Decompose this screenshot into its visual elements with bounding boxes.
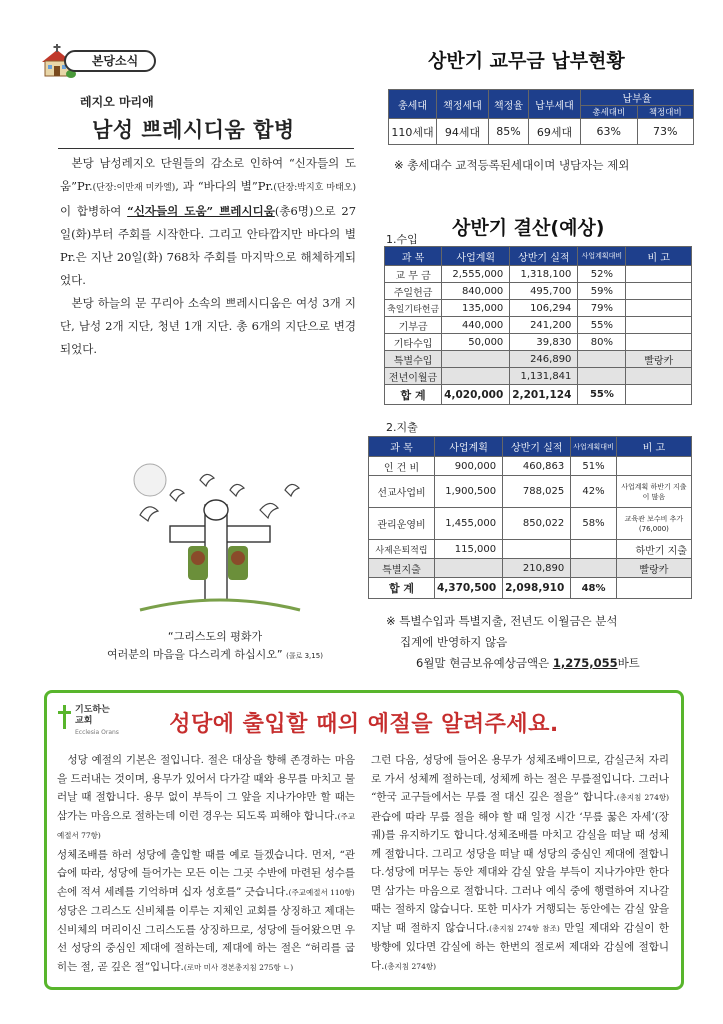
income-header-cell: 사업계획 [442, 247, 510, 266]
section-label: 본당소식 [64, 50, 156, 72]
dues-cell: 85% [489, 119, 529, 145]
income-header-cell: 비 고 [626, 247, 692, 266]
expense-label: 2.지출 [386, 421, 418, 434]
dues-subheader-cell: 총세대비 [581, 106, 638, 119]
article-title: 남성 쁘레시디움 합병 [92, 118, 295, 142]
income-label: 1.수입 [386, 233, 418, 246]
income-row: 기부금 440,000 241,200 55% [385, 317, 692, 334]
income-header-cell: 사업계획대비 [578, 247, 626, 266]
dues-header-cell: 책정세대 [437, 90, 489, 119]
dues-table [388, 89, 694, 145]
settlement-title: 상반기 결산(예상) [452, 217, 605, 239]
expense-row: 선교사업비 1,900,500 788,025 42% 사업계획 하반기 지출이 많음 [369, 476, 692, 508]
expense-row: 특별지출 210,890 빨랑카 [369, 559, 692, 578]
dues-header-cell: 책정율 [489, 90, 529, 119]
expense-header-cell: 사업계획대비 [571, 437, 617, 457]
article-kicker: 레지오 마리애 [80, 95, 154, 109]
expense-header-cell: 과 목 [369, 437, 435, 457]
income-header-cell: 과 목 [385, 247, 442, 266]
section-badge [38, 44, 158, 80]
expense-table [368, 436, 692, 599]
dues-cell: 110세대 [389, 119, 437, 145]
dues-cell: 69세대 [529, 119, 581, 145]
caption-line-2: 여러분의 마음을 다스리게 하십시오” (콜로 3,15) [107, 648, 323, 661]
dues-header-cell: 납부세대 [529, 90, 581, 119]
etiquette-left-column: 성당 예절의 기본은 절입니다. 절은 대상을 향해 존경하는 마음을 드러내는 것이며, 용무가 있어서 다가갈 때와 용무를 마치고 물러날 때 절합니다. 용무 없이 부득이 그 앞을 지나가야만 할 때는 삼가는 마음으로 절하는데 이런 경우는 되도록 피해야 합니다.(주교예절서 77항) 성체조배를 하러 성당에 출입할 때를 예로 들겠습니다. 먼저, “관습에 따라, 성당에 들어가는 모든 이는 그곳 수반에 마련된 성수를 손에 적셔 세례를 기억하며 십자 성호를” 긋습니다.(주교예절서 110항) 성당은 그리스도 신비체를 이루는 지체인 교회를 상징하고 제대는 신비체의 머리이신 그리스도를 상징하므로, 성당에 들어왔으면 우선 성당의 중심인 제대에 절하는데, 제대에 하는 절은 “허리를 굽히는 절, 곧 깊은 절”입니다.(로마 미사 경본총지침 275항 ㄴ) [57, 754, 355, 973]
dues-cell: 63% [581, 119, 638, 145]
dues-cell: 73% [637, 119, 694, 145]
article-highlight: “신자들의 도움” 쁘레시디움 [127, 204, 275, 218]
income-row: 기타수입 50,000 39,830 80% [385, 334, 692, 351]
income-row: 특별수입 246,890 빨랑카 [385, 351, 692, 368]
expense-header-cell: 비 고 [616, 437, 691, 457]
dues-title: 상반기 교무금 납부현황 [428, 50, 625, 72]
expense-row: 인 건 비 900,000 460,863 51% [369, 457, 692, 476]
income-row: 주일헌금 840,000 495,700 59% [385, 283, 692, 300]
logo-subtext: Ecclesia Orans [75, 729, 119, 736]
income-row: 교 무 금 2,555,000 1,318,100 52% [385, 266, 692, 283]
settlement-note [386, 611, 640, 674]
caption-line-1: “그리스도의 평화가 [167, 630, 263, 643]
peace-dove-illustration [110, 450, 320, 620]
logo-text: 기도하는 교회 [75, 705, 110, 726]
cash-balance: 1,275,055 [552, 656, 618, 670]
settlement-note-line-1: ※ 특별수입과 특별지출, 전년도 이월금은 분석 [386, 614, 618, 628]
etiquette-right-column: 그런 다음, 성당에 들어온 용무가 성체조배이므로, 감실근처 자리로 가서 성체께 절하는데, 성체께 하는 절은 무릎절입니다. 그러나 “한국 교구들에서는 무릎 절 대신 깊은 절을” 합니다.(총지침 274항) 관습에 따라 무릎 절을 해야 할 때 일정 시간 ‘무릎 꿇은 자세’(장궤)를 유지하기도 합니다.성체조배를 마치고 감실을 떠날 때 성체께 절합니다. 그리고 성당을 떠날 때 성당의 중심인 제대에 절합니다.성당에 머무는 동안 제대와 감실 앞을 부득이 지나가야만 한다면 삼가는 마음으로 절합니다. 그러나 예식 중에 행렬하여 지나갈 때는 절하지 않습니다. 또한 미사가 거행되는 동안에는 감실 앞을 지날 때 절하지 않습니다.(총지침 274항 참조) 만일 제대와 감실이 한 방향에 있다면 감실에 하는 한번의 절로써 제대와 감실에 절합니다.(총지침 274항) [371, 754, 670, 972]
dues-subheader-cell: 책정대비 [637, 106, 694, 119]
article-paragraph-1: 본당 남성레지오 단원들의 감소로 인하여 “신자들의 도움”Pr.(단장:이만재 미카엘), 과 “바다의 별”Pr.(단장:박지호 마태오)이 합병하여 “신자들의 도움” 쁘레시디움(총6명)으로 27일(화)부터 주회를 시작한다. 그리고 안타깝지만 바다의 별Pr.은 지난 20일(화) 768차 주회를 마지막으로 해체하게되었다. [60, 156, 357, 287]
article-body [60, 152, 356, 361]
etiquette-box [44, 690, 684, 990]
expense-row: 관리운영비 1,455,000 850,022 58% 교육관 보수비 추가(76,000) [369, 508, 692, 540]
settlement-note-line-3: 6월말 현금보유예상금액은 1,275,055바트 [416, 656, 640, 670]
expense-header-cell: 상반기 실적 [503, 437, 571, 457]
income-total-row: 합 계 4,020,000 2,201,124 55% [385, 385, 692, 405]
income-row: 축일기타헌금 135,000 106,294 79% [385, 300, 692, 317]
income-row: 전년이월금 1,131,841 [385, 368, 692, 385]
title-divider [58, 148, 354, 149]
expense-header-cell: 사업계획 [435, 437, 503, 457]
expense-total-row: 합 계 4,370,500 2,098,910 48% [369, 578, 692, 599]
income-header-cell: 상반기 실적 [510, 247, 578, 266]
article-paragraph-2: 본당 하늘의 문 꾸리아 소속의 쁘레시디움은 여성 3개 지단, 남성 2개 지단, 청년 1개 지단. 총 6개의 지단으로 변경되었다. [60, 296, 356, 356]
etiquette-title: 성당에 출입할 때의 예절을 알려주세요. [169, 712, 559, 737]
expense-row: 사제은퇴적립 115,000 하반기 지출 [369, 540, 692, 559]
dues-header-cell: 총세대 [389, 90, 437, 119]
income-table [384, 246, 692, 405]
illustration-caption [70, 628, 360, 665]
dues-note: ※ 총세대수 교적등록된세대이며 냉담자는 제외 [394, 158, 630, 172]
dues-header-cell: 납부율 [581, 90, 694, 106]
dues-cell: 94세대 [437, 119, 489, 145]
caption-reference: (콜로 3,15) [286, 652, 323, 660]
settlement-note-line-2: 집계에 반영하지 않음 [400, 635, 508, 649]
